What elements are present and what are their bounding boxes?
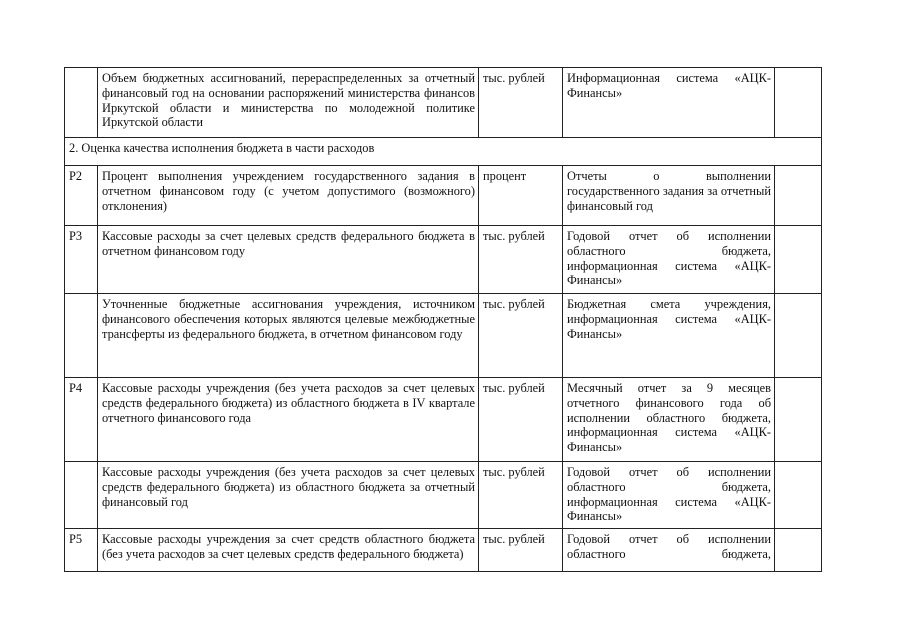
table-row bbox=[65, 166, 822, 226]
indicator-name: Кассовые расходы учреждения за счет средств областного бюджета (без учета расходов за счет целевых средств федерального бюджета) bbox=[98, 529, 479, 572]
indicator-source: Годовой отчет об исполнении областного бюджета, bbox=[563, 529, 775, 572]
indicator-unit: тыс. рублей bbox=[479, 68, 563, 138]
indicator-source: Отчеты о выполнении государственного задания за отчетный финансовый год bbox=[563, 166, 775, 226]
indicator-code: Р2 bbox=[65, 166, 98, 226]
indicator-name: Процент выполнения учреждением государственного задания в отчетном финансовом году (с учетом допустимого (возможного) отклонения) bbox=[98, 166, 479, 226]
indicator-extra bbox=[775, 294, 822, 378]
indicator-name: Кассовые расходы учреждения (без учета расходов за счет целевых средств федерального бюджета) из областного бюджета за отчетный финансовый год bbox=[98, 462, 479, 529]
indicator-code: Р3 bbox=[65, 226, 98, 294]
table-row bbox=[65, 226, 822, 294]
table-row bbox=[65, 462, 822, 529]
indicator-code: Р4 bbox=[65, 378, 98, 462]
table-row bbox=[65, 378, 822, 462]
indicator-name: Объем бюджетных ассигнований, перераспределенных за отчетный финансовый год на основании распоряжений министерства финансов Иркутской области и министерства по молодежной политике Иркутской области bbox=[98, 68, 479, 138]
indicator-unit: тыс. рублей bbox=[479, 294, 563, 378]
indicator-name: Кассовые расходы за счет целевых средств федерального бюджета в отчетном финансовом году bbox=[98, 226, 479, 294]
indicator-unit: тыс. рублей bbox=[479, 462, 563, 529]
table-section-row bbox=[65, 138, 822, 166]
table-row bbox=[65, 529, 822, 572]
table-row bbox=[65, 68, 822, 138]
indicator-unit: тыс. рублей bbox=[479, 226, 563, 294]
indicator-source: Годовой отчет об исполнении областного бюджета, информационная система «АЦК-Финансы» bbox=[563, 226, 775, 294]
table-row bbox=[65, 294, 822, 378]
indicator-source: Годовой отчет об исполнении областного бюджета, информационная система «АЦК-Финансы» bbox=[563, 462, 775, 529]
indicator-code bbox=[65, 68, 98, 138]
indicator-extra bbox=[775, 68, 822, 138]
indicator-code bbox=[65, 462, 98, 529]
indicator-extra bbox=[775, 378, 822, 462]
indicator-unit: тыс. рублей bbox=[479, 378, 563, 462]
indicator-name: Уточненные бюджетные ассигнования учреждения, источником финансового обеспечения которых являются целевые межбюджетные трансферты из федерального бюджета, в отчетном финансовом году bbox=[98, 294, 479, 378]
indicator-source: Информационная система «АЦК-Финансы» bbox=[563, 68, 775, 138]
indicator-code bbox=[65, 294, 98, 378]
indicator-unit: тыс. рублей bbox=[479, 529, 563, 572]
indicator-name: Кассовые расходы учреждения (без учета расходов за счет целевых средств федерального бюджета) из областного бюджета в IV квартале отчетного финансового года bbox=[98, 378, 479, 462]
indicator-extra bbox=[775, 166, 822, 226]
indicator-source: Бюджетная смета учреждения, информационная система «АЦК-Финансы» bbox=[563, 294, 775, 378]
indicator-extra bbox=[775, 226, 822, 294]
indicators-table bbox=[64, 67, 822, 572]
indicator-extra bbox=[775, 462, 822, 529]
indicator-code: Р5 bbox=[65, 529, 98, 572]
indicator-unit: процент bbox=[479, 166, 563, 226]
indicator-extra bbox=[775, 529, 822, 572]
indicator-source: Месячный отчет за 9 месяцев отчетного финансового года об исполнении областного бюджета, информационная система «АЦК-Финансы» bbox=[563, 378, 775, 462]
section-heading: 2. Оценка качества исполнения бюджета в части расходов bbox=[65, 138, 822, 166]
